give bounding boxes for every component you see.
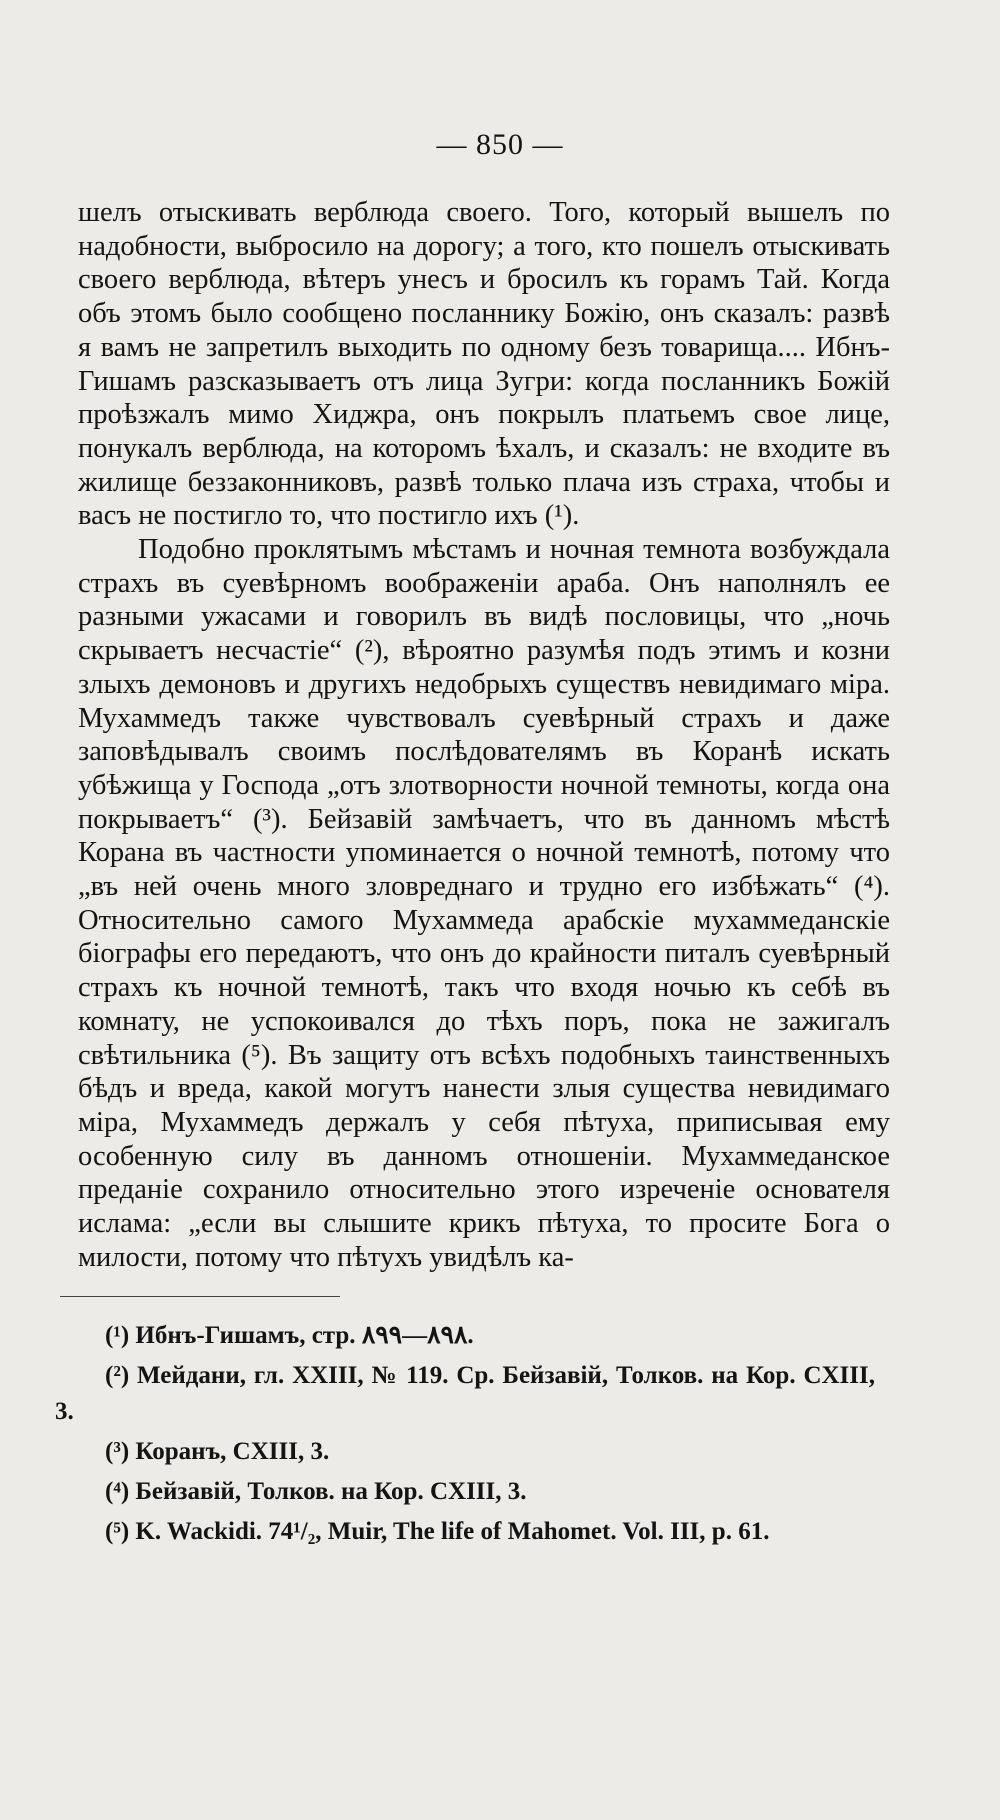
footnote: (⁵) K. Wackidi. 74¹/₂, Muir, The life of Mahomet. Vol. III, p. 61.: [105, 1518, 770, 1545]
footnotes: [55, 1318, 875, 1550]
footnote: (²) Мейдани, гл. XXIII, № 119. Ср. Бейзавiй, Толков. на Кор. CXIII, 3.: [55, 1362, 875, 1425]
paragraph: шелъ отыскивать верблюда своего. Того, который вышелъ по надобности, выбросило на дорогу; а того, кто пошелъ отыскивать своего верблюда, вѣтеръ унесъ и бросилъ къ горамъ Тай. Когда объ этомъ было сообщено посланнику Божiю, онъ сказалъ: развѣ я вамъ не запретилъ выходить по одному безъ товарища.... Ибнъ-Гишамъ разсказываетъ отъ лица Зугри: когда посланникъ Божiй проѣзжалъ мимо Хиджра, онъ покрылъ платьемъ свое лице, понукалъ верблюда, на которомъ ѣхалъ, и сказалъ: не входите въ жилище беззаконниковъ, развѣ только плача изъ страха, чтобы и васъ не постигло то, что постигло ихъ (¹).: [78, 197, 890, 532]
footnote: (⁴) Бейзавiй, Толков. на Кор. CXIII, 3.: [105, 1478, 527, 1505]
footnote-separator: [60, 1296, 340, 1297]
footnote: (¹) Ибнъ-Гишамъ, стр. ٨٩٨—٨٩٩.: [105, 1322, 474, 1349]
footnote: (³) Коранъ, CXIII, 3.: [105, 1438, 330, 1465]
page-number: — 850 —: [436, 128, 564, 161]
paragraph: Подобно проклятымъ мѣстамъ и ночная темнота возбуждала страхъ въ суевѣрномъ воображенiи араба. Онъ наполнялъ ее разными ужасами и говорилъ въ видѣ пословицы, что „ночь скрываетъ несчастiе“ (²), вѣроятно разумѣя подъ этимъ и козни злыхъ демоновъ и другихъ недобрыхъ существъ невидимаго мiра. Мухаммедъ также чувствовалъ суевѣрный страхъ и даже заповѣдывалъ своимъ послѣдователямъ въ Коранѣ искать убѣжища у Господа „отъ злотворности ночной темноты, когда она покрываетъ“ (³). Бейзавiй замѣчаетъ, что въ данномъ мѣстѣ Корана въ частности упоминается о ночной темнотѣ, потому что „въ ней очень много зловреднаго и трудно его избѣжать“ (⁴). Относительно самого Мухаммеда арабскiе мухаммеданскiе бiографы его передаютъ, что онъ до крайности питалъ суевѣрный страхъ къ ночной темнотѣ, такъ что входя ночью къ себѣ въ комнату, не успокоивался до тѣхъ поръ, пока не зажигалъ свѣтильника (⁵). Въ защиту отъ всѣхъ подобныхъ таинственныхъ бѣдъ и вреда, какой могутъ нанести злыя существа невидимаго мiра, Мухаммедъ держалъ у себя пѣтуха, приписывая ему особенную силу въ данномъ отношенiи. Мухаммеданское преданiе сохранило относительно этого изреченiе основателя ислама: „если вы слышите крикъ пѣтуха, то просите Бога о милости, потому что пѣтухъ увидѣлъ ка-: [78, 534, 890, 1273]
body-text: [78, 196, 890, 1275]
